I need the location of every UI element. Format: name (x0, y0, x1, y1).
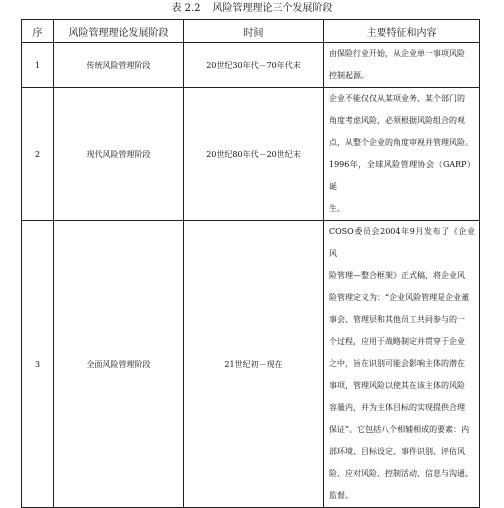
header-stage: 风险管理理论发展阶段 (54, 20, 184, 43)
row-content (324, 43, 480, 88)
content-line: 由保险行业开始，从企业单一事项风险 (329, 49, 465, 58)
content-line: 点，从整个企业的角度审视并管理风险。 (329, 138, 473, 147)
table-row (22, 88, 480, 221)
row-seq: 2 (22, 88, 54, 221)
row-stage: 全面风险管理阶段 (54, 221, 184, 508)
header-period: 时间 (184, 20, 324, 43)
content-line: 保证”。它包括八个相辅相成的要素：内 (329, 425, 470, 434)
content-line: 之中，旨在识别可能会影响主体的潜在 (329, 359, 465, 368)
table-caption (0, 2, 504, 16)
row-content (324, 221, 480, 508)
row-period: 20世纪30年代－70年代末 (184, 43, 324, 88)
content-line: 1996年，全球风险管理协会（GARP）诞 (329, 160, 475, 191)
content-line: 险管理—整合框架》正式稿，将企业风 (329, 271, 465, 280)
content-line: 部环境、目标设定、事件识别、评估风 (329, 447, 465, 456)
content-line: COSO委员会2004年9月发布了《企业风 (329, 227, 475, 258)
table-number: 表 2.2 (171, 3, 201, 14)
content-line: 险、应对风险、控制活动、信息与沟通、 (329, 469, 473, 478)
content-line: 事项，管理风险以使其在该主体的风险 (329, 381, 465, 390)
table-row (22, 221, 480, 508)
row-period: 20世纪80年代－20世纪末 (184, 88, 324, 221)
header-seq: 序 (22, 20, 54, 43)
content-line: 监督。 (329, 491, 353, 500)
risk-management-stages-table (21, 19, 480, 508)
content-line: 生。 (329, 204, 345, 213)
content-line: 容量内，并为主体目标的实现提供合理 (329, 403, 465, 412)
row-seq: 3 (22, 221, 54, 508)
row-period: 21世纪初－现在 (184, 221, 324, 508)
content-line: 个过程，应用于战略制定并贯穿于企业 (329, 337, 465, 346)
header-content: 主要特征和内容 (324, 20, 480, 43)
table-row (22, 43, 480, 88)
row-content (324, 88, 480, 221)
content-line: 企业不能仅仅从某项业务、某个部门的 (329, 94, 465, 103)
row-seq: 1 (22, 43, 54, 88)
row-stage: 现代风险管理阶段 (54, 88, 184, 221)
row-stage: 传统风险管理阶段 (54, 43, 184, 88)
content-line: 角度考虑风险，必须根据风险组合的观 (329, 116, 465, 125)
table-title: 风险管理理论三个发展阶段 (212, 3, 333, 14)
content-line: 控制起源。 (329, 71, 369, 80)
content-line: 险管理定义为：“企业风险管理是企业董 (329, 293, 470, 302)
header-row (22, 20, 480, 43)
content-line: 事会、管理层和其他员工共同参与的一 (329, 315, 465, 324)
